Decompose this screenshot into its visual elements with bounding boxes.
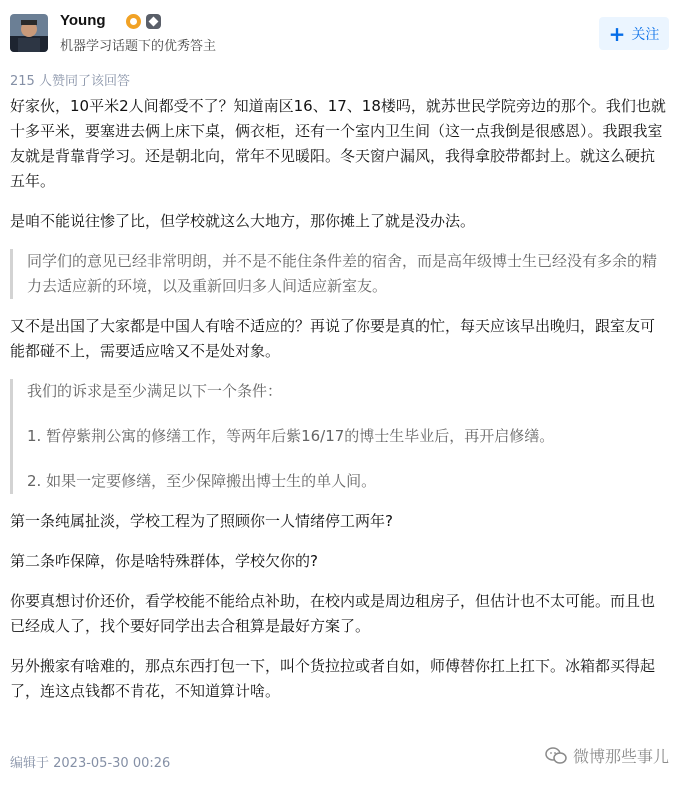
author-name[interactable]: Young (60, 12, 106, 29)
author-description: 机器学习话题下的优秀答主 (60, 39, 217, 54)
watermark (545, 744, 669, 767)
paragraph: 另外搬家有啥难的，那点东西打包一下，叫个货拉拉或者自如，师傅替你扛上扛下。冰箱都买得起了，连这点钱都不肯花，不知道算计啥。 (10, 657, 656, 700)
plus-icon: + (608, 21, 626, 46)
answer-header (10, 12, 669, 56)
follow-button[interactable] (599, 17, 669, 50)
paragraph: 第一条纯属扯淡，学校工程为了照顾你一人情绪停工两年? (10, 512, 393, 530)
answer-content (10, 94, 669, 719)
blockquote (10, 249, 669, 299)
excellent-answerer-badge-icon (126, 14, 141, 29)
quote-intro: 我们的诉求是至少满足以下一个条件： (27, 382, 283, 400)
verified-badge-icon (146, 14, 161, 29)
paragraph: 你要真想讨价还价，看学校能不能给点补助，在校内或是周边租房子，但估计也不太可能。而且也已经成人了，找个要好同学出去合租算是最好方案了。 (10, 592, 656, 635)
blockquote (10, 379, 669, 494)
quote-item: 1. 暂停紫荆公寓的修缮工作，等两年后紫16/17的博士生毕业后，再开启修缮。 (27, 427, 555, 445)
paragraph: 是咱不能说往惨了比，但学校就这么大地方，那你摊上了就是没办法。 (10, 212, 476, 230)
paragraph: 第二条咋保障，你是啥特殊群体，学校欠你的? (10, 552, 318, 570)
paragraph: 又不是出国了大家都是中国人有啥不适应的？再说了你要是真的忙，每天应该早出晚归，跟室友可能都碰不上，需要适应啥又不是处对象。 (10, 317, 656, 360)
quote-text: 同学们的意见已经非常明朗，并不是不能住条件差的宿舍，而是高年级博士生已经没有多余的精力去适应新的环境，以及重新回归多人间适应新室友。 (27, 252, 658, 295)
avatar[interactable] (10, 14, 48, 52)
watermark-text: 微博那些事儿 (572, 747, 669, 766)
wechat-icon (545, 747, 567, 765)
follow-label: 关注 (631, 26, 660, 43)
vote-count: 215 人赞同了该回答 (10, 74, 130, 89)
quote-item: 2. 如果一定要修缮，至少保障搬出博士生的单人间。 (27, 472, 377, 490)
edit-timestamp: 编辑于 2023-05-30 00:26 (10, 756, 171, 771)
paragraph: 好家伙，10平米2人间都受不了？知道南区16、17、18楼吗，就苏世民学院旁边的那个。我们也就十多平米，要塞进去俩上床下桌，俩衣柜，还有一个室内卫生间（这一点我倒是很感恩）。我跟我室友就是背靠背学习。还是朝北向，常年不见暖阳。冬天窗户漏风，我得拿胶带都封上。就这么硬抗五年。 (10, 97, 666, 190)
